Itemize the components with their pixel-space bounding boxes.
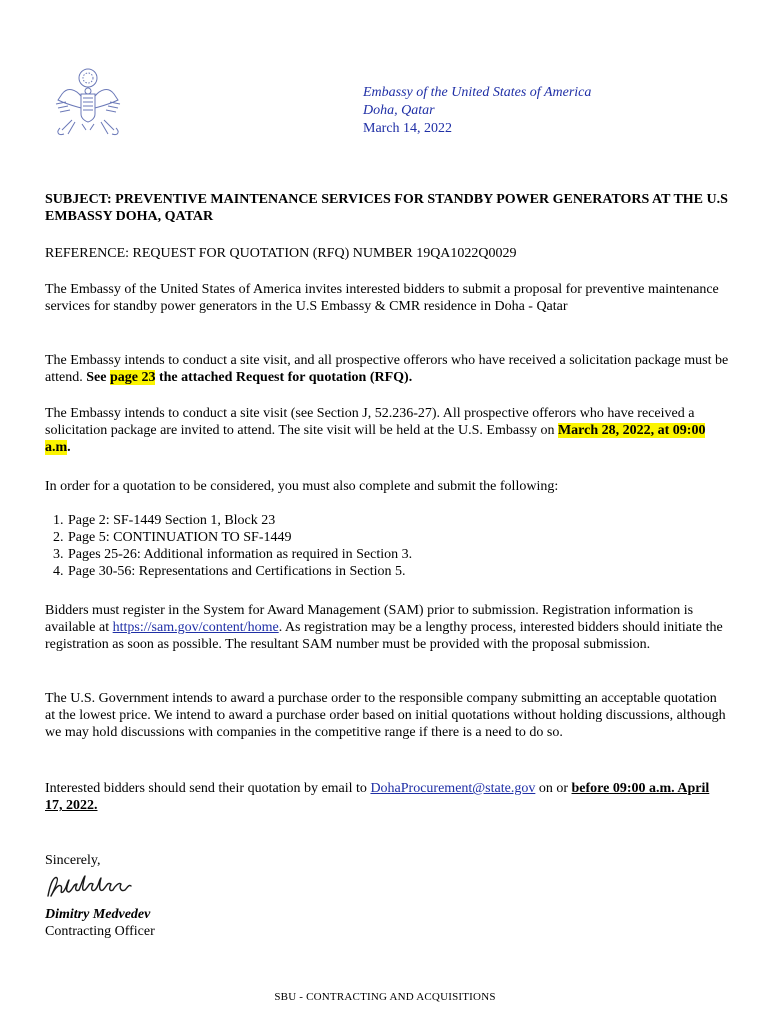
submission-text-middle: on or: [535, 781, 572, 796]
requirements-list-wrapper: [45, 512, 729, 580]
site-visit-paragraph-2: [45, 405, 729, 456]
site-visit-1-text: The Embassy intends to conduct a site visit, and all prospective offerors who have received a solicitation package must be attend.: [45, 353, 729, 385]
requirement-item: 3. Pages 25-26: Additional information as required in Section 3.: [67, 546, 729, 563]
site-visit-2-end: .: [67, 440, 71, 455]
embassy-seal-icon: [48, 64, 128, 140]
intro-paragraph: The Embassy of the United States of America invites interested bidders to submit a proposal for preventive maintenance services for standby power generators in the U.S Embassy & CMR residence in Doha - Qatar: [45, 282, 719, 314]
sam-link[interactable]: https://sam.gov/content/home: [112, 620, 279, 635]
embassy-city: Doha, Qatar: [363, 103, 435, 118]
requirement-item: 2. Page 5: CONTINUATION TO SF-1449: [67, 529, 729, 546]
signer-title: Contracting Officer: [45, 924, 155, 939]
site-visit-paragraph-1: [45, 352, 729, 386]
sam-paragraph: [45, 602, 729, 653]
requirement-item: 4. Page 30-56: Representations and Certifications in Section 5.: [67, 563, 729, 580]
closing-salutation: Sincerely,: [45, 853, 101, 868]
page-reference-highlight: page 23: [109, 370, 156, 385]
award-paragraph: The U.S. Government intends to award a purchase order to the responsible company submitting an acceptable quotation at the lowest price. We intend to award a purchase order based on initial quotations without holding discussions, although we may hold discussions with companies in the competitive range if there is a need to do so.: [45, 691, 726, 740]
letter-date: March 14, 2022: [363, 121, 453, 136]
procurement-email-link[interactable]: DohaProcurement@state.gov: [370, 781, 536, 796]
reference-line: REFERENCE: REQUEST FOR QUOTATION (RFQ) NUMBER 19QA1022Q0029: [45, 246, 517, 261]
sam-text-after: . As registration may be a lengthy process, interested bidders should initiate the registration as soon as possible. The resultant SAM number must be provided with the proposal submission.: [45, 620, 723, 652]
site-visit-datetime-highlight: March 28, 2022, at 09:00 a.m: [45, 423, 706, 455]
embassy-name: Embassy of the United States of America: [363, 85, 592, 100]
submission-text-before: Interested bidders should send their quotation by email to: [45, 781, 371, 796]
requirements-list: [45, 512, 729, 580]
letter-header: [363, 84, 743, 138]
site-visit-2-text: The Embassy intends to conduct a site visit (see Section J, 52.236-27). All prospective offerors who have received a solicitation package are invited to attend. The site visit will be held at the U.S. Embassy on: [45, 406, 695, 438]
site-visit-1-see: See: [86, 370, 110, 385]
page-footer: SBU - CONTRACTING AND ACQUISITIONS: [274, 991, 496, 1003]
submission-paragraph: [45, 780, 729, 814]
requirement-item: 1. Page 2: SF-1449 Section 1, Block 23: [67, 512, 729, 529]
signer-name: Dimitry Medvedev: [45, 907, 151, 922]
handwritten-signature: [45, 870, 135, 904]
sam-text-before: Bidders must register in the System for Award Management (SAM) prior to submission. Registration information is available at: [45, 603, 694, 635]
submission-deadline: before 09:00 a.m. April 17, 2022.: [45, 781, 710, 813]
signature-block: [45, 906, 729, 940]
subject-line: SUBJECT: PREVENTIVE MAINTENANCE SERVICES FOR STANDBY POWER GENERATORS AT THE U.S EMBASSY DOHA, QATAR: [45, 192, 728, 224]
quotation-intro: In order for a quotation to be considered, you must also complete and submit the following:: [45, 479, 559, 494]
site-visit-1-tail: the attached Request for quotation (RFQ).: [155, 370, 413, 385]
